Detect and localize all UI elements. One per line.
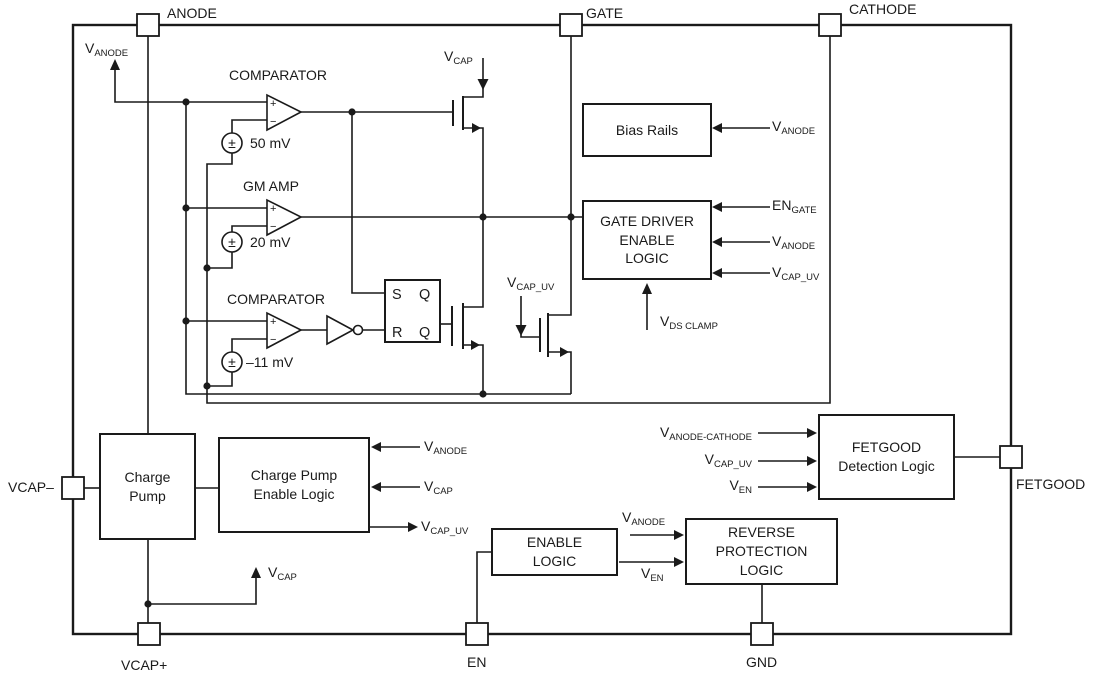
wire-en-pin — [477, 552, 491, 623]
vds-clamp-label: $V_{DS CLAMP}$ — [660, 313, 718, 332]
arrowhead-bias-vanode — [712, 123, 722, 133]
charge-pump-line2: Pump — [129, 487, 166, 504]
gm-amp-minus: − — [270, 221, 277, 233]
arrowhead-ven — [674, 557, 684, 567]
mosfet-latch-source-arrow — [471, 340, 480, 350]
arrowhead-fg-ven — [807, 482, 817, 492]
gate-driver-line2: ENABLE — [619, 231, 675, 248]
inverter-symbol — [327, 316, 353, 344]
vanode-topleft-label: $V_{ANODE}$ — [85, 40, 129, 59]
gm-amp-label: GM AMP — [243, 178, 300, 194]
wire-cathode-bus — [207, 36, 830, 403]
pin-gnd — [751, 623, 773, 645]
gate-driver-line1: GATE DRIVER — [600, 212, 694, 229]
arrowhead-vanode-up — [110, 59, 120, 70]
pin-fetgood — [1000, 446, 1022, 468]
charge-pump-block — [99, 433, 196, 540]
charge-pump-enable-logic-block — [218, 437, 370, 533]
arrowhead-fg-vanodecathode — [807, 428, 817, 438]
enable-logic-block — [491, 528, 618, 576]
bias-rails-block — [582, 103, 712, 157]
mosfet-top-source — [463, 128, 483, 217]
rpl-vanode-label: $V_{ANODE}$ — [622, 509, 666, 528]
wire-50mv-top — [232, 120, 267, 133]
anode-pin-label: ANODE — [167, 5, 217, 21]
latch-s-label: S — [392, 287, 402, 303]
offset-50mv-label: 50 mV — [250, 135, 291, 151]
gate-driver-enable-logic-block — [582, 200, 712, 280]
cathode-pin-label: CATHODE — [849, 1, 917, 17]
arrowhead-fg-vcapuv — [807, 456, 817, 466]
inverter-bubble — [354, 326, 363, 335]
offset-m11mv-label: –11 mV — [246, 354, 294, 370]
rpl-ven-label: $V_{EN}$ — [641, 565, 664, 584]
cpel-vcap-label: $V_{CAP}$ — [424, 478, 453, 497]
comparator-bottom-minus: − — [270, 334, 277, 346]
fetgood-detection-line2: Detection Logic — [838, 458, 935, 474]
fetgood-detection-block — [818, 414, 955, 500]
offset-20mv-label: 20 mV — [250, 234, 291, 250]
bias-vanode-label: $V_{ANODE}$ — [772, 118, 816, 137]
gnd-pin-label: GND — [746, 654, 778, 670]
mosfet-latch-source — [463, 345, 483, 394]
mosfet-top-drain — [463, 88, 483, 97]
bias-rails-label: Bias Rails — [615, 121, 679, 138]
offset-source-50mv-pm: ± — [228, 135, 236, 151]
mosfet-uv-source — [548, 352, 571, 394]
arrowhead-cpel-vcap — [371, 482, 381, 492]
gd-vcapuv-label: $V_{CAP\_UV}$ — [772, 264, 820, 283]
arrowhead-vcapuv-down — [516, 325, 527, 336]
offset-source-20mv-pm: ± — [228, 234, 236, 250]
wire-vcapuv-gate — [521, 296, 540, 337]
latch-q-bottom-label: Q — [419, 325, 431, 341]
arrowhead-gd-vcapuv — [712, 268, 722, 278]
pin-anode — [137, 14, 159, 36]
wire-plus-input-bus — [186, 102, 571, 394]
gm-amp-plus: + — [270, 203, 277, 215]
fg-vcapuv-label: $V_{CAP\_UV}$ — [704, 451, 752, 470]
vcap-plus-pin-label: VCAP+ — [121, 657, 168, 673]
gate-driver-line3: LOGIC — [625, 250, 669, 267]
cpel-vanode-label: $V_{ANODE}$ — [424, 438, 468, 457]
wire-m11mv-top — [232, 339, 267, 352]
comparator-bottom-plus: + — [270, 316, 277, 328]
gate-pin-label: GATE — [586, 5, 624, 21]
arrowhead-engate — [712, 202, 722, 212]
enable-logic-line2: LOGIC — [532, 553, 577, 569]
arrowhead-rpl-vanode — [674, 530, 684, 540]
rpl-line2: PROTECTION — [715, 543, 808, 560]
reverse-protection-logic-block — [685, 518, 838, 585]
wire-set-input — [352, 112, 385, 293]
vcap-bottom-label: $V_{CAP}$ — [268, 564, 297, 583]
vcap-top-label: $V_{CAP}$ — [444, 48, 473, 67]
mosfet-latch-drain — [463, 217, 483, 307]
arrowhead-gd-vanode — [712, 237, 722, 247]
arrowhead-vds-clamp — [642, 283, 652, 294]
enable-logic-line1: ENABLE — [526, 534, 583, 551]
arrowhead-cpel-vcapuv-out — [408, 522, 418, 532]
latch-r-label: R — [392, 325, 403, 341]
pin-cathode — [819, 14, 841, 36]
pin-vcap-plus — [138, 623, 160, 645]
latch-q-top-label: Q — [419, 287, 431, 303]
mosfet-top-source-arrow — [472, 123, 481, 133]
fetgood-pin-label: FETGOOD — [1016, 476, 1086, 492]
comparator-top-minus: − — [270, 116, 277, 128]
cpel-vcapuv-label: $V_{CAP\_UV}$ — [421, 518, 469, 537]
offset-source-m11mv-pm: ± — [228, 354, 236, 370]
comparator-top-label: COMPARATOR — [229, 67, 328, 83]
en-pin-label: EN — [467, 654, 487, 670]
rpl-line1: REVERSE — [728, 524, 795, 541]
wire-gate-pin-drain — [548, 36, 571, 315]
pin-gate — [560, 14, 582, 36]
mosfet-uv-source-arrow — [560, 347, 569, 357]
wire-20mv-bottom — [207, 252, 232, 268]
rpl-line3: LOGIC — [739, 561, 784, 578]
gd-vanode-label: $V_{ANODE}$ — [772, 233, 816, 252]
vanode-cathode-label: $V_{ANODE-CATHODE}$ — [659, 424, 752, 443]
comparator-top-plus: + — [270, 98, 277, 110]
engate-label: $EN_{GATE}$ — [772, 197, 817, 216]
charge-pump-line1: Charge — [124, 468, 171, 485]
vcapuv-fet-label: $V_{CAP\_UV}$ — [507, 274, 555, 293]
comparator-bottom-label: COMPARATOR — [227, 291, 326, 307]
cpel-line2: Enable Logic — [253, 486, 335, 502]
wire-20mv-top — [232, 226, 267, 232]
wire-m11mv-bottom — [207, 372, 232, 386]
arrowhead-cpel-vanode — [371, 442, 381, 452]
pin-vcap-minus — [62, 477, 84, 499]
fetgood-detection-line1: FETGOOD — [851, 439, 922, 456]
cpel-line1: Charge Pump — [250, 467, 338, 484]
wire-vcap-bottom-branch — [148, 576, 256, 604]
vcap-minus-pin-label: VCAP– — [8, 479, 54, 495]
pin-en — [466, 623, 488, 645]
arrowhead-vcap-up — [251, 567, 261, 578]
fg-ven-label: $V_{EN}$ — [729, 477, 752, 496]
